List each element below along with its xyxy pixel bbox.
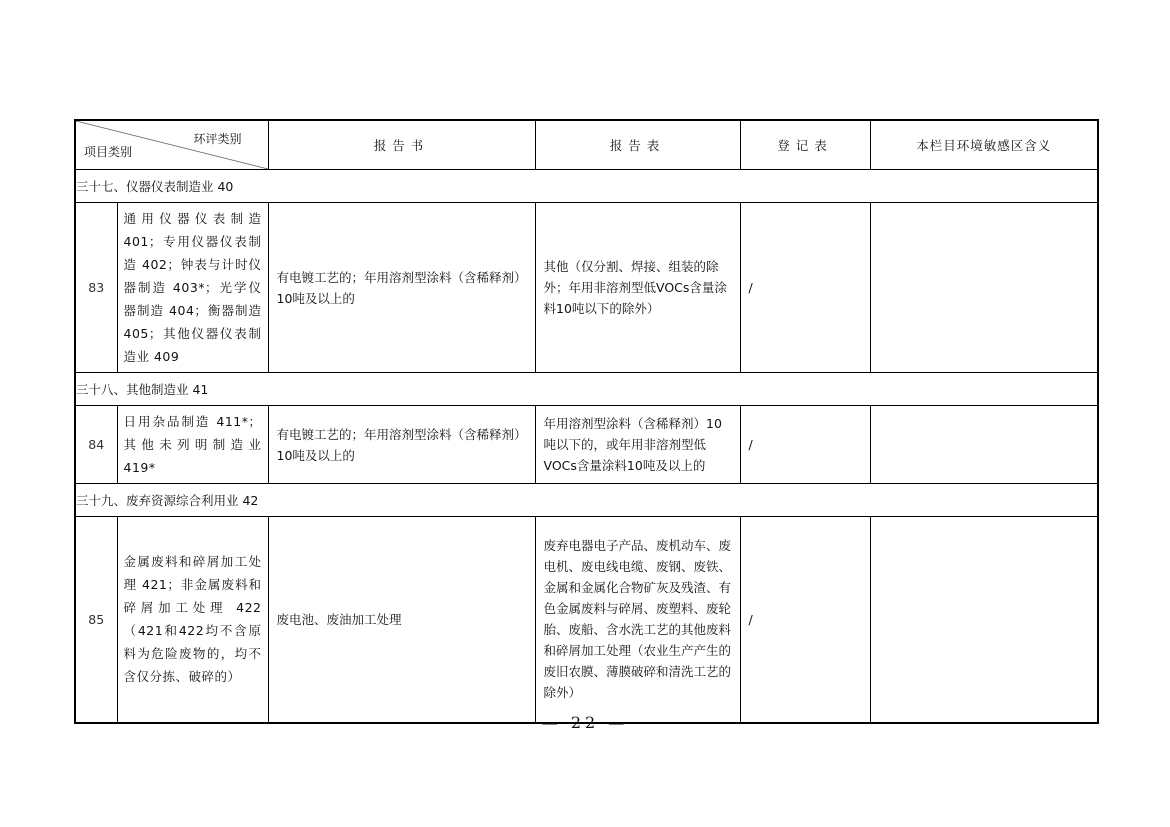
row-category: 日用杂品制造 411*；其他未列明制造业 419* [117, 406, 268, 484]
header-register: 登记表 [740, 120, 870, 170]
row-number: 84 [75, 406, 117, 484]
row-register: / [740, 203, 870, 373]
row-sensitive [870, 406, 1098, 484]
row-register: / [740, 406, 870, 484]
row-number: 85 [75, 517, 117, 723]
header-sensitive: 本栏目环境敏感区含义 [870, 120, 1098, 170]
table-row [75, 203, 1098, 373]
table-header-row [75, 120, 1098, 170]
diag-bottom-label: 项目类别 [84, 145, 133, 159]
row-category: 金属废料和碎屑加工处理 421；非金属废料和碎屑加工处理 422（421和422均不含原料为危险废物的，均不含仅分拣、破碎的） [117, 517, 268, 723]
row-form: 其他（仅分割、焊接、组装的除外；年用非溶剂型低VOCs含量涂料10吨以下的除外） [535, 203, 740, 373]
section-row [75, 170, 1098, 203]
section-title: 三十九、废弃资源综合利用业 42 [75, 484, 1098, 517]
header-report: 报告书 [268, 120, 535, 170]
row-sensitive [870, 203, 1098, 373]
row-category: 通用仪器仪表制造 401；专用仪器仪表制造 402；钟表与计时仪器制造 403*；光学仪器制造 404；衡器制造 405；其他仪器仪表制造业 409 [117, 203, 268, 373]
section-row [75, 373, 1098, 406]
row-form: 废弃电器电子产品、废机动车、废电机、废电线电缆、废钢、废铁、金属和金属化合物矿灰及残渣、有色金属废料与碎屑、废塑料、废轮胎、废船、含水洗工艺的其他废料和碎屑加工处理（农业生产产生的废旧农膜、薄膜破碎和清洗工艺的除外） [535, 517, 740, 723]
row-sensitive [870, 517, 1098, 723]
diag-top-label: 环评类别 [193, 132, 242, 146]
diagonal-header-cell [75, 120, 268, 170]
row-report: 有电镀工艺的；年用溶剂型涂料（含稀释剂）10吨及以上的 [268, 203, 535, 373]
page-number: — 22 — [541, 713, 629, 732]
row-number: 83 [75, 203, 117, 373]
row-report: 有电镀工艺的；年用溶剂型涂料（含稀释剂）10吨及以上的 [268, 406, 535, 484]
section-row [75, 484, 1098, 517]
row-report: 废电池、废油加工处理 [268, 517, 535, 723]
row-form: 年用溶剂型涂料（含稀释剂）10吨以下的，或年用非溶剂型低VOCs含量涂料10吨及以上的 [535, 406, 740, 484]
row-register: / [740, 517, 870, 723]
section-title: 三十八、其他制造业 41 [75, 373, 1098, 406]
table-row [75, 517, 1098, 723]
section-title: 三十七、仪器仪表制造业 40 [75, 170, 1098, 203]
classification-table [74, 119, 1099, 724]
table-row [75, 406, 1098, 484]
header-form: 报告表 [535, 120, 740, 170]
